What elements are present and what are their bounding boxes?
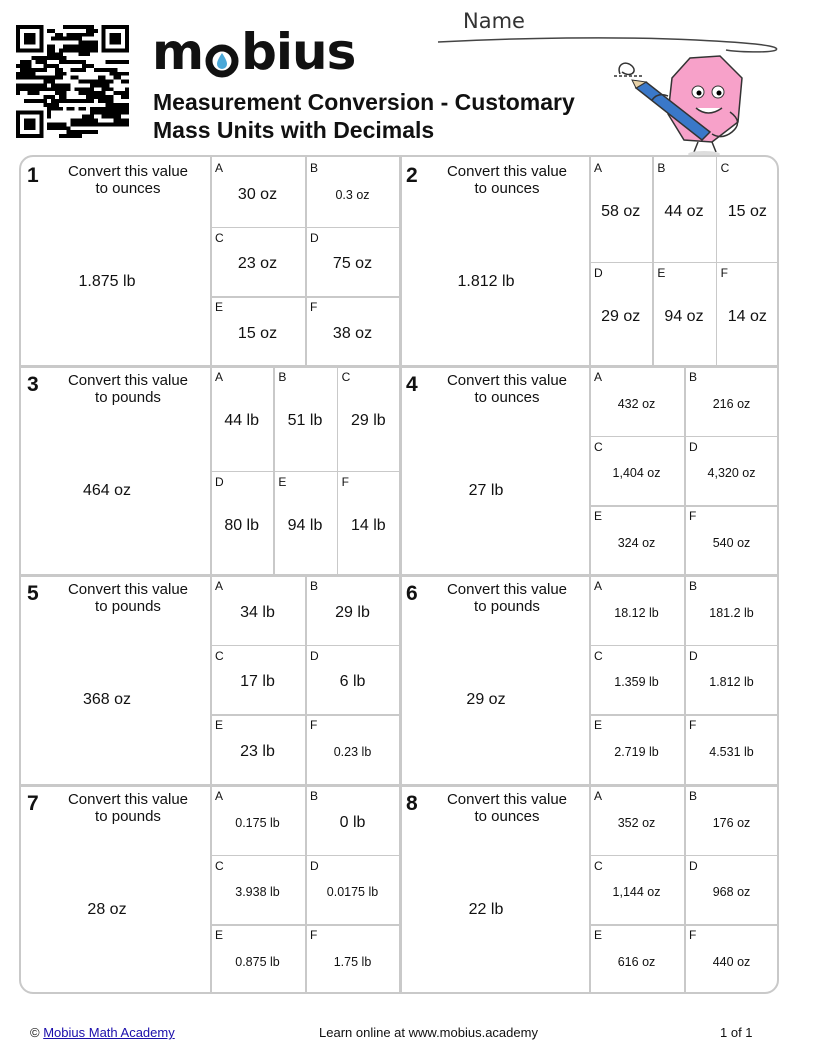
answer-option-b[interactable] — [684, 366, 779, 436]
option-letter: A — [215, 370, 224, 384]
prompt-line-2: to ounces — [474, 389, 540, 406]
answer-option-f[interactable] — [305, 714, 400, 784]
option-value: 17 lb — [240, 673, 275, 691]
answer-option-d[interactable] — [684, 855, 779, 925]
option-letter: A — [594, 370, 603, 384]
answer-divider — [589, 714, 779, 716]
answer-option-c[interactable] — [589, 855, 684, 925]
problem-number: 4 — [406, 373, 418, 396]
answer-divider — [589, 366, 591, 575]
answer-option-a[interactable] — [589, 785, 684, 855]
problem-number: 7 — [27, 792, 39, 815]
option-letter: D — [215, 474, 224, 489]
option-letter: B — [657, 161, 666, 175]
problem-prompt — [442, 581, 572, 615]
option-value: 1,404 oz — [612, 466, 661, 481]
answer-divider — [305, 157, 307, 366]
prompt-line-2: to ounces — [474, 180, 540, 197]
option-value: 540 oz — [712, 536, 751, 551]
problem-5 — [21, 575, 400, 784]
option-value: 29 oz — [601, 307, 641, 325]
option-letter: C — [215, 648, 224, 663]
answer-option-e[interactable] — [589, 714, 684, 784]
option-value: 51 lb — [287, 412, 323, 430]
answer-divider — [210, 471, 400, 473]
option-letter: E — [594, 928, 603, 943]
answer-option-e[interactable] — [210, 924, 305, 994]
option-value: 14 lb — [350, 516, 386, 534]
option-letter: F — [310, 718, 318, 733]
option-letter: A — [594, 161, 603, 175]
answer-grid — [589, 575, 779, 784]
prompt-line-1: Convert this value — [67, 372, 189, 389]
option-value: 3.938 lb — [235, 885, 280, 900]
option-value: 18.12 lb — [614, 605, 659, 620]
prompt-line-2: to pounds — [95, 808, 161, 825]
answer-divider — [589, 855, 779, 857]
prompt-line-1: Convert this value — [67, 791, 189, 808]
problem-1 — [21, 157, 400, 366]
given-value: 1.875 lb — [78, 273, 136, 290]
answer-option-c[interactable] — [337, 366, 400, 471]
answer-divider — [305, 575, 307, 784]
answer-divider — [589, 575, 591, 784]
row-divider — [21, 784, 779, 787]
option-letter: B — [310, 789, 319, 803]
option-value: 352 oz — [617, 815, 656, 830]
problem-6 — [400, 575, 779, 784]
given-value: 22 lb — [468, 901, 504, 918]
answer-option-e[interactable] — [210, 714, 305, 784]
answer-divider — [589, 436, 779, 438]
logo-drop-icon — [204, 37, 240, 73]
answer-divider — [589, 924, 779, 926]
answer-divider — [589, 785, 591, 994]
footer-copyright — [30, 1025, 175, 1040]
option-letter: B — [310, 579, 319, 593]
option-value: 23 oz — [237, 255, 278, 273]
option-value: 1,144 oz — [612, 885, 661, 900]
page-number: 1 of 1 — [720, 1025, 753, 1040]
problem-prompt — [63, 581, 193, 615]
answer-option-a[interactable] — [589, 366, 684, 436]
option-letter: D — [689, 858, 698, 873]
answer-option-e[interactable] — [652, 262, 715, 367]
answer-option-d[interactable] — [684, 436, 779, 506]
answer-option-d[interactable] — [305, 855, 400, 925]
problem-number: 1 — [27, 164, 39, 187]
answer-option-e[interactable] — [210, 296, 305, 366]
problem-2 — [400, 157, 779, 366]
option-letter: E — [594, 509, 603, 524]
answer-divider — [305, 785, 307, 994]
problem-number: 2 — [406, 164, 418, 187]
prompt-line-1: Convert this value — [446, 581, 568, 598]
answer-divider — [210, 855, 400, 857]
problem-8 — [400, 785, 779, 994]
mascot-icon — [612, 52, 752, 158]
answer-divider — [684, 366, 686, 575]
answer-option-b[interactable] — [684, 575, 779, 645]
option-value: 44 oz — [664, 203, 704, 221]
option-value: 80 lb — [224, 516, 260, 534]
option-letter: A — [215, 789, 224, 803]
option-value: 30 oz — [237, 185, 278, 203]
answer-divider — [589, 505, 779, 507]
mobius-logo: m bius — [152, 23, 356, 81]
option-value: 4.531 lb — [709, 745, 754, 760]
option-value: 181.2 lb — [709, 605, 754, 620]
given-value: 368 oz — [82, 691, 132, 708]
option-letter: D — [310, 230, 319, 245]
answer-option-c[interactable] — [210, 645, 305, 715]
option-letter: B — [278, 370, 287, 384]
prompt-line-2: to pounds — [474, 598, 540, 615]
option-value: 216 oz — [712, 396, 751, 411]
option-letter: F — [720, 265, 728, 280]
prompt-line-2: to pounds — [95, 598, 161, 615]
answer-divider — [210, 785, 212, 994]
answer-divider — [210, 714, 400, 716]
answer-option-b[interactable] — [652, 157, 715, 262]
option-value: 440 oz — [712, 955, 751, 970]
option-letter: D — [689, 648, 698, 663]
answer-option-f[interactable] — [305, 924, 400, 994]
option-letter: D — [310, 858, 319, 873]
name-label: Name — [463, 9, 525, 33]
answer-option-d[interactable] — [305, 227, 400, 297]
prompt-line-1: Convert this value — [67, 581, 189, 598]
answer-option-b[interactable] — [273, 366, 336, 471]
prompt-line-2: to ounces — [95, 180, 161, 197]
prompt-line-1: Convert this value — [446, 791, 568, 808]
problem-4 — [400, 366, 779, 575]
answer-divider — [684, 785, 686, 994]
answer-option-e[interactable] — [589, 505, 684, 575]
option-letter: E — [278, 474, 287, 489]
title-line-1: Measurement Conversion - Customary — [153, 89, 575, 115]
option-value: 176 oz — [712, 815, 751, 830]
answer-option-e[interactable] — [589, 924, 684, 994]
answer-option-a[interactable] — [210, 575, 305, 645]
answer-option-f[interactable] — [305, 296, 400, 366]
answer-option-c[interactable] — [210, 855, 305, 925]
problem-number: 6 — [406, 582, 418, 605]
problem-prompt — [63, 163, 193, 197]
answer-option-a[interactable] — [210, 157, 305, 227]
option-value: 2.719 lb — [614, 745, 659, 760]
option-letter: A — [594, 579, 603, 593]
footer-center-text: Learn online at www.mobius.academy — [319, 1025, 538, 1040]
given-value: 28 oz — [87, 901, 127, 918]
answer-option-b[interactable] — [684, 785, 779, 855]
answer-option-d[interactable] — [589, 262, 652, 367]
option-letter: C — [594, 858, 603, 873]
answer-option-b[interactable] — [305, 785, 400, 855]
option-letter: B — [689, 579, 698, 593]
option-letter: A — [594, 789, 603, 803]
answer-option-d[interactable] — [305, 645, 400, 715]
answer-grid — [589, 785, 779, 994]
option-value: 0.3 oz — [335, 187, 370, 202]
title-line-2: Mass Units with Decimals — [153, 117, 435, 143]
worksheet-title — [153, 88, 575, 144]
answer-option-f[interactable] — [337, 471, 400, 576]
option-value: 324 oz — [617, 536, 656, 551]
problem-prompt — [442, 791, 572, 825]
option-letter: B — [689, 789, 698, 803]
problem-prompt — [442, 163, 572, 197]
option-value: 0.0175 lb — [326, 885, 379, 900]
option-letter: C — [594, 439, 603, 454]
answer-option-a[interactable] — [589, 157, 652, 262]
option-value: 15 oz — [237, 325, 278, 343]
option-letter: E — [215, 928, 224, 943]
option-letter: D — [689, 439, 698, 454]
answer-option-d[interactable] — [210, 471, 273, 576]
answer-option-c[interactable] — [716, 157, 779, 262]
option-value: 0.23 lb — [333, 745, 372, 760]
answer-option-c[interactable] — [210, 227, 305, 297]
answer-grid — [210, 785, 400, 994]
prompt-line-2: to ounces — [474, 808, 540, 825]
row-divider — [21, 365, 779, 368]
row-divider — [21, 574, 779, 577]
answer-option-a[interactable] — [589, 575, 684, 645]
option-value: 23 lb — [240, 743, 275, 761]
answer-option-a[interactable] — [210, 785, 305, 855]
option-value: 0 lb — [339, 813, 366, 831]
option-value: 1.359 lb — [614, 675, 659, 690]
answer-divider — [210, 227, 400, 229]
problem-prompt — [63, 791, 193, 825]
option-letter: C — [341, 370, 351, 384]
option-value: 968 oz — [712, 885, 751, 900]
option-letter: C — [215, 230, 224, 245]
prompt-line-1: Convert this value — [67, 163, 189, 180]
answer-grid — [589, 366, 779, 575]
answer-option-f[interactable] — [716, 262, 779, 367]
answer-grid — [589, 157, 779, 366]
option-value: 6 lb — [339, 673, 366, 691]
option-letter: E — [215, 300, 224, 315]
option-value: 58 oz — [601, 203, 641, 221]
option-value: 38 oz — [332, 325, 373, 343]
option-value: 0.175 lb — [235, 815, 280, 830]
answer-option-f[interactable] — [684, 714, 779, 784]
answer-grid — [210, 157, 400, 366]
answer-option-b[interactable] — [305, 575, 400, 645]
option-value: 44 lb — [224, 412, 260, 430]
option-value: 14 oz — [727, 307, 767, 325]
option-letter: C — [720, 161, 730, 175]
option-value: 616 oz — [617, 955, 656, 970]
answer-divider — [589, 262, 779, 264]
given-value: 464 oz — [82, 482, 132, 499]
prompt-line-1: Convert this value — [446, 163, 568, 180]
option-value: 94 lb — [287, 516, 323, 534]
answer-divider — [589, 645, 779, 647]
answer-divider — [210, 924, 400, 926]
given-value: 27 lb — [468, 482, 504, 499]
option-value: 1.812 lb — [709, 675, 754, 690]
answer-option-c[interactable] — [589, 436, 684, 506]
answer-option-f[interactable] — [684, 924, 779, 994]
problem-number: 8 — [406, 792, 418, 815]
problem-number: 3 — [27, 373, 39, 396]
option-value: 1.75 lb — [333, 955, 372, 970]
option-value: 29 lb — [335, 603, 370, 621]
answer-grid — [210, 575, 400, 784]
option-letter: B — [689, 370, 698, 384]
answer-divider — [210, 575, 212, 784]
option-letter: F — [341, 474, 349, 489]
option-letter: D — [310, 648, 319, 663]
option-letter: F — [689, 928, 697, 943]
option-letter: E — [657, 265, 666, 280]
option-value: 4,320 oz — [707, 466, 756, 481]
problem-7 — [21, 785, 400, 994]
option-letter: F — [310, 300, 318, 315]
prompt-line-2: to pounds — [95, 389, 161, 406]
prompt-line-1: Convert this value — [446, 372, 568, 389]
option-value: 75 oz — [332, 255, 373, 273]
answer-option-c[interactable] — [589, 645, 684, 715]
option-letter: F — [689, 509, 697, 524]
option-letter: F — [689, 718, 697, 733]
problem-prompt — [442, 372, 572, 406]
option-letter: E — [594, 718, 603, 733]
problem-number: 5 — [27, 582, 39, 605]
option-letter: A — [215, 161, 224, 175]
answer-option-f[interactable] — [684, 505, 779, 575]
option-letter: A — [215, 579, 224, 593]
answer-divider — [684, 575, 686, 784]
answer-divider — [210, 645, 400, 647]
answer-option-a[interactable] — [210, 366, 273, 471]
given-value: 1.812 lb — [457, 273, 515, 290]
option-value: 29 lb — [350, 412, 386, 430]
answer-option-e[interactable] — [273, 471, 336, 576]
qr-code — [16, 25, 129, 138]
option-letter: D — [594, 265, 603, 280]
option-value: 432 oz — [617, 396, 656, 411]
option-letter: C — [215, 858, 224, 873]
option-value: 34 lb — [240, 603, 275, 621]
option-value: 15 oz — [727, 203, 767, 221]
given-value: 29 oz — [466, 691, 506, 708]
option-value: 0.875 lb — [235, 955, 280, 970]
worksheet-grid — [19, 155, 779, 994]
option-letter: C — [594, 648, 603, 663]
problem-3 — [21, 366, 400, 575]
academy-link[interactable]: Mobius Math Academy — [43, 1025, 175, 1040]
answer-option-b[interactable] — [305, 157, 400, 227]
option-value: 94 oz — [664, 307, 704, 325]
answer-divider — [210, 157, 212, 366]
answer-divider — [210, 296, 400, 298]
option-letter: B — [310, 161, 319, 175]
copyright-symbol: © — [30, 1025, 40, 1040]
option-letter: F — [310, 928, 318, 943]
answer-grid — [210, 366, 400, 575]
problem-prompt — [63, 372, 193, 406]
answer-option-d[interactable] — [684, 645, 779, 715]
option-letter: E — [215, 718, 224, 733]
